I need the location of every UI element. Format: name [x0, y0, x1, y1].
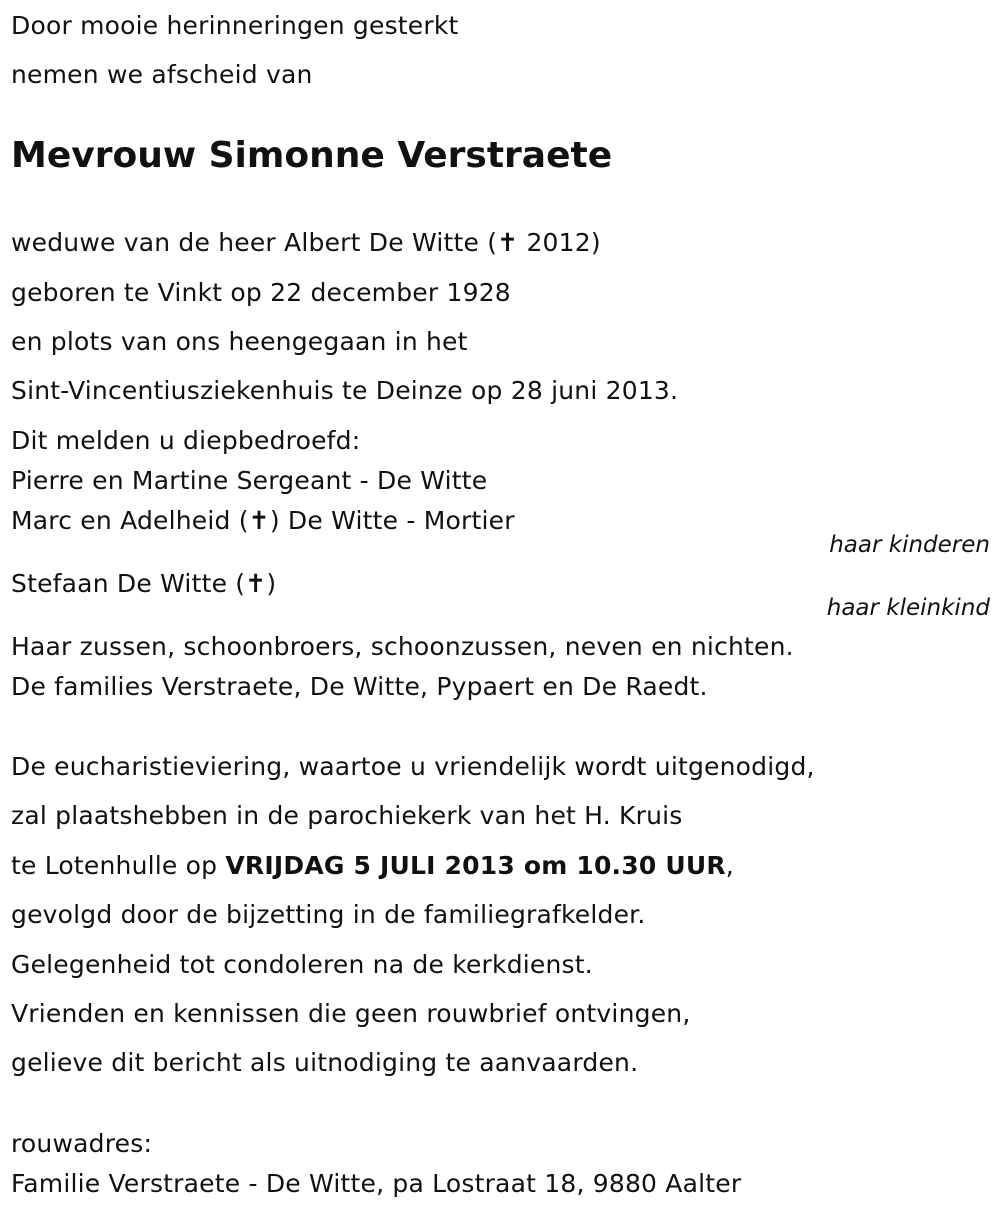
ceremony-date: VRIJDAG 5 JULI 2013 om 10.30 UUR — [225, 851, 726, 880]
ceremony-prefix: te Lotenhulle op — [11, 851, 226, 880]
address-label: rouwadres: — [11, 1129, 153, 1158]
bio-line-2: geboren te Vinkt op 22 december 1928 — [11, 278, 511, 307]
relatives-line-2: De families Verstraete, De Witte, Pypaert en De Raedt. — [11, 672, 708, 701]
bio-line-1: weduwe van de heer Albert De Witte (✝ 2012) — [11, 228, 601, 257]
child-1: Pierre en Martine Sergeant - De Witte — [11, 466, 488, 495]
relatives-line-1: Haar zussen, schoonbroers, schoonzussen, neven en nichten. — [11, 632, 794, 661]
intro-line-2: nemen we afscheid van — [11, 60, 313, 89]
grandchild: Stefaan De Witte (✝) — [11, 569, 277, 598]
grandchild-label: haar kleinkind — [826, 595, 990, 621]
ceremony-line-2: zal plaatshebben in de parochiekerk van het H. Kruis — [11, 801, 683, 830]
child-2: Marc en Adelheid (✝) De Witte - Mortier — [11, 506, 515, 535]
ceremony-line-6: Vrienden en kennissen die geen rouwbrief ontvingen, — [11, 999, 691, 1028]
ceremony-line-7: gelieve dit bericht als uitnodiging te aanvaarden. — [11, 1048, 639, 1077]
ceremony-suffix: , — [725, 851, 734, 880]
deceased-name: Mevrouw Simonne Verstraete — [11, 135, 613, 176]
ceremony-line-5: Gelegenheid tot condoleren na de kerkdienst. — [11, 950, 593, 979]
bio-line-4: Sint-Vincentiusziekenhuis te Deinze op 28 juni 2013. — [11, 376, 679, 405]
ceremony-line-3 — [11, 851, 734, 881]
address-value: Familie Verstraete - De Witte, pa Lostraat 18, 9880 Aalter — [11, 1169, 742, 1198]
intro-line-1: Door mooie herinneringen gesterkt — [11, 11, 459, 40]
ceremony-line-1: De eucharistieviering, waartoe u vriendelijk wordt uitgenodigd, — [11, 752, 815, 781]
ceremony-line-4: gevolgd door de bijzetting in de familiegrafkelder. — [11, 900, 646, 929]
children-label: haar kinderen — [829, 532, 990, 558]
family-intro: Dit melden u diepbedroefd: — [11, 426, 361, 455]
bio-line-3: en plots van ons heengegaan in het — [11, 327, 468, 356]
